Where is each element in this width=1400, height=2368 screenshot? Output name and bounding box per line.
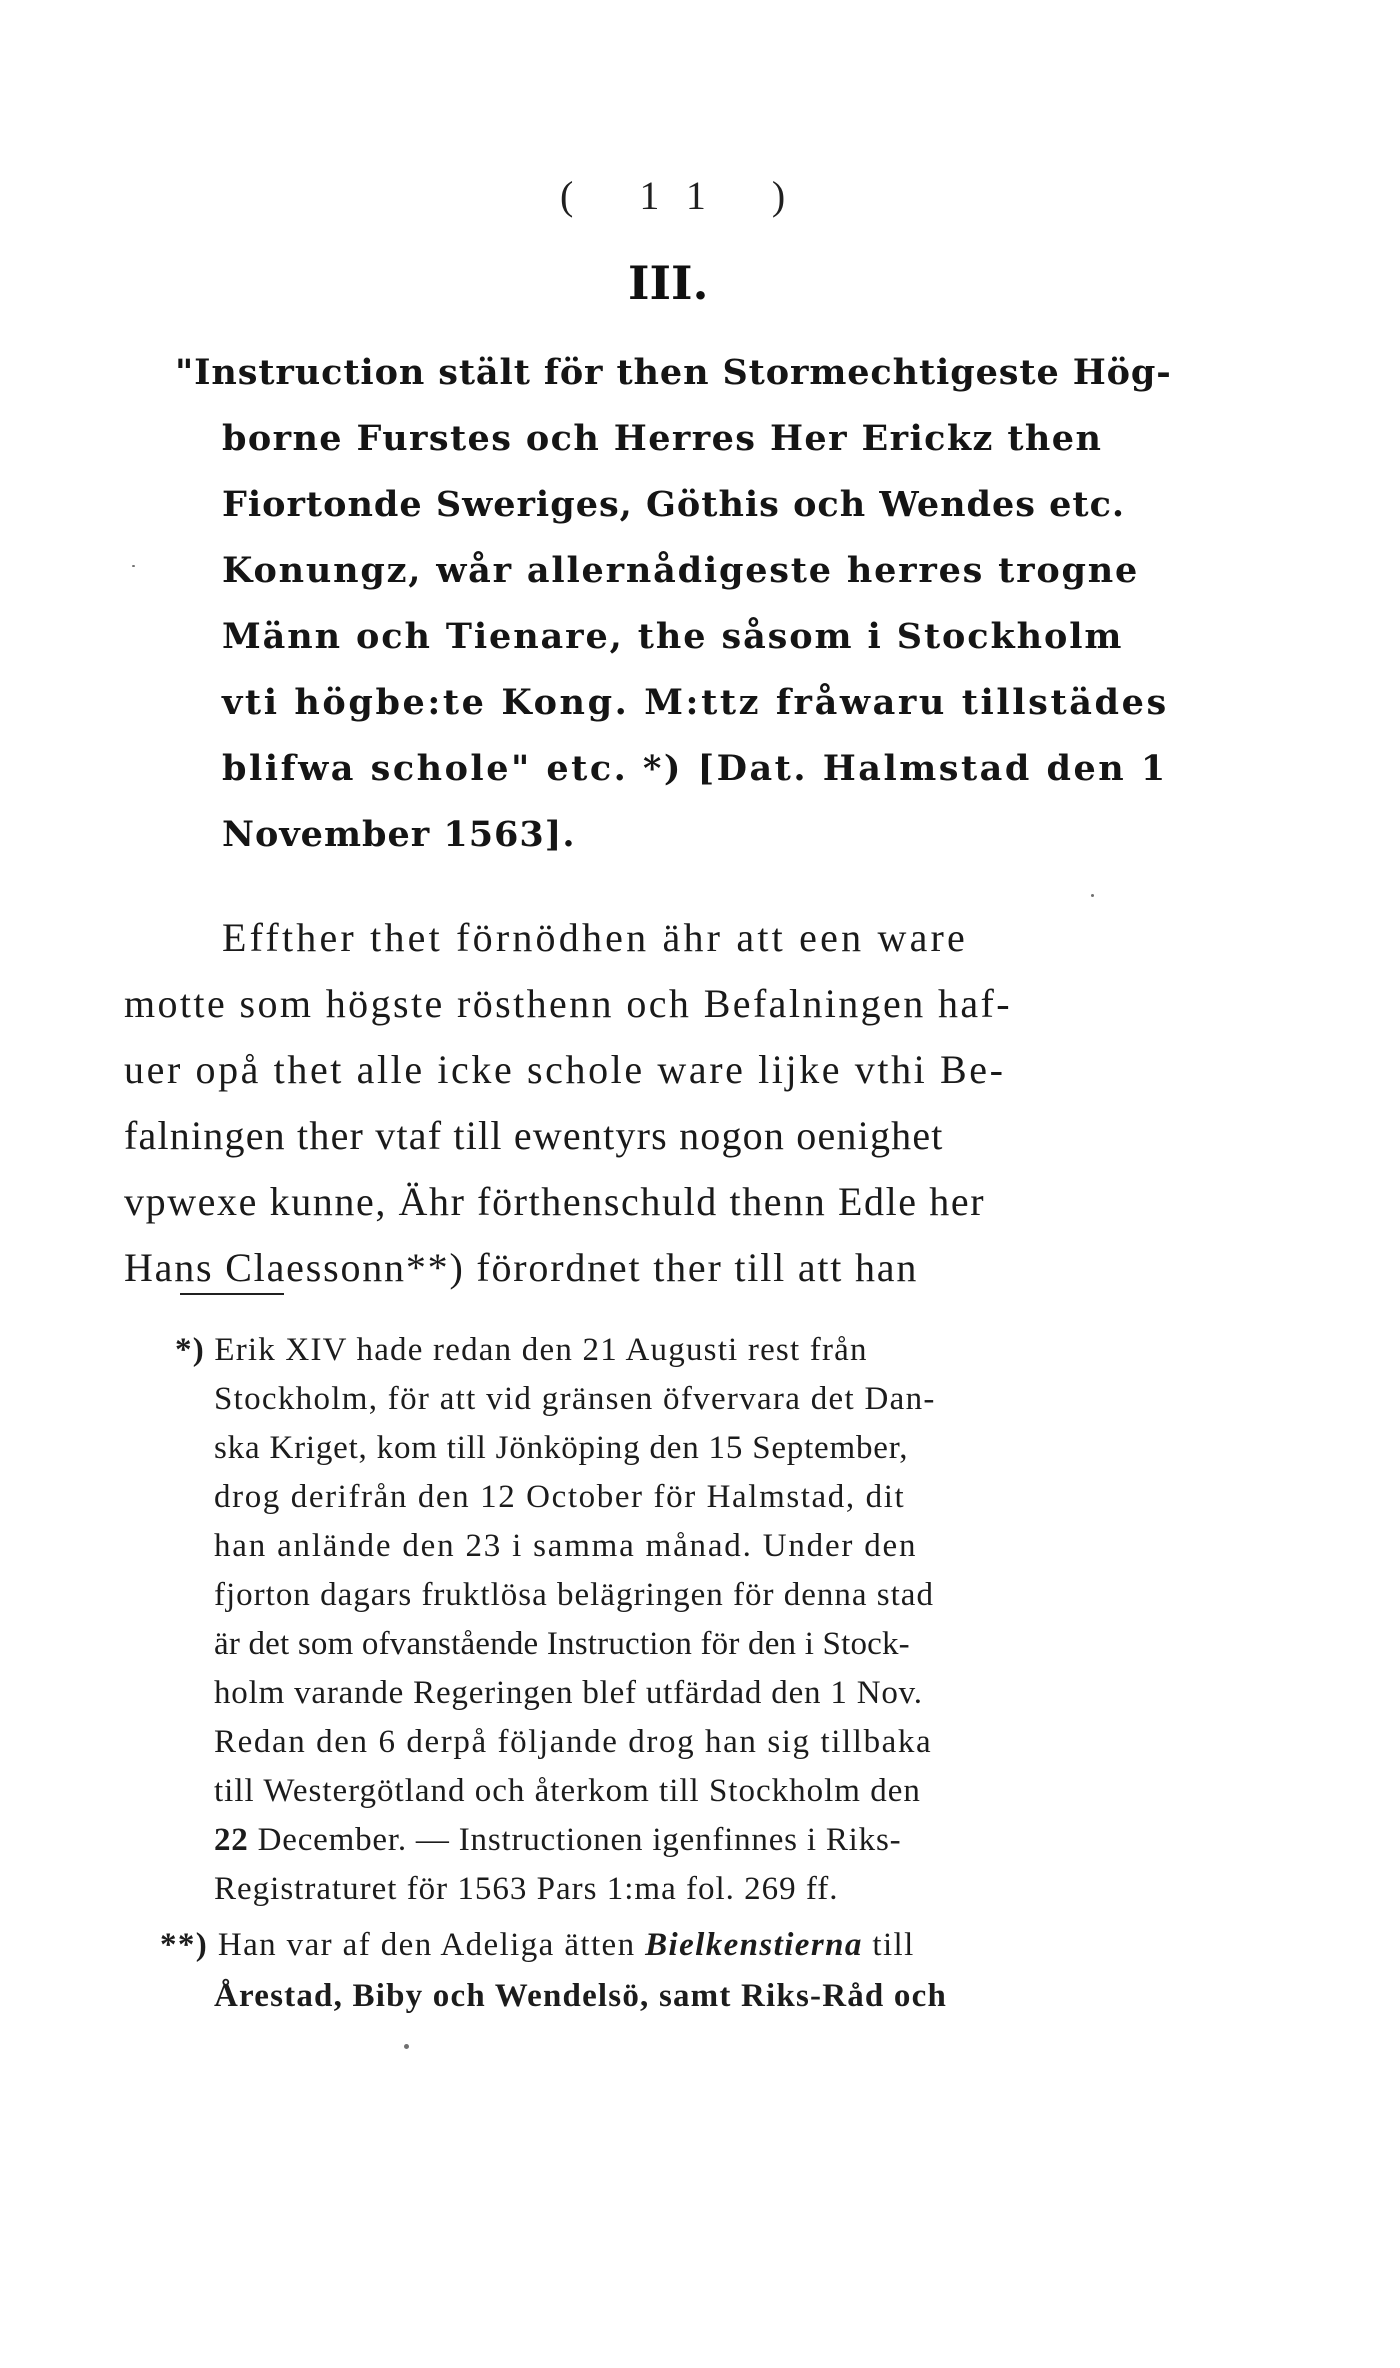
scan-speck <box>404 2044 409 2049</box>
footnote-marker: **) <box>160 1927 218 1963</box>
footnote-line: Redan den 6 derpå följande drog han sig tillbaka <box>214 1724 933 1760</box>
instruction-line: borne Furstes och Herres Her Erickz then <box>222 418 1103 459</box>
scan-speck <box>132 565 135 567</box>
footnote-line: drog derifrån den 12 October för Halmstad, dit <box>214 1479 906 1515</box>
footnote-separator <box>180 1293 284 1295</box>
footnote-line: han anlände den 23 i samma månad. Under den <box>214 1528 918 1564</box>
instruction-line: Männ och Tienare, the såsom i Stockholm <box>222 616 1124 657</box>
footnote-text: till <box>862 1927 915 1963</box>
footnote-line <box>214 1822 901 1859</box>
footnote-line: Årestad, Biby och Wendelsö, samt Riks-Råd och <box>214 1978 948 2014</box>
scan-speck <box>1091 894 1094 897</box>
body-line: falningen ther vtaf till ewentyrs nogon oenighet <box>124 1113 944 1158</box>
instruction-line: Fiortonde Sweriges, Göthis och Wendes etc. <box>222 484 1126 525</box>
instruction-line: November 1563]. <box>222 814 576 855</box>
footnote-marker: *) <box>175 1332 215 1368</box>
body-line: Effther thet förnödhen ähr att een ware <box>222 915 968 960</box>
footnote-date-number: 22 <box>214 1822 249 1858</box>
instruction-line: blifwa schole" etc. *) [Dat. Halmstad den 1 <box>222 748 1168 789</box>
page-number: ( 11 ) <box>560 173 814 218</box>
footnote-text: Han var af den Adeliga ätten <box>217 1927 646 1963</box>
section-heading: III. <box>628 256 709 310</box>
footnote-line: Stockholm, för att vid gränsen öfvervara det Dan- <box>214 1381 936 1417</box>
footnote-line: är det som ofvanstående Instruction för den i Stock- <box>214 1626 910 1662</box>
body-line: vpwexe kunne, Ähr förthenschuld thenn Edle her <box>124 1179 986 1224</box>
instruction-line: Konungz, wår allernådigeste herres trogne <box>222 550 1140 591</box>
footnote-line: till Westergötland och återkom till Stockholm den <box>214 1773 921 1809</box>
family-name: Bielkenstierna <box>645 1927 863 1963</box>
footnote-text: Erik XIV hade redan den 21 Augusti rest från <box>214 1332 868 1368</box>
footnote-line <box>160 1927 915 1964</box>
footnote-line: fjorton dagars fruktlösa belägringen för denna stad <box>214 1577 934 1613</box>
body-line: uer opå thet alle icke schole ware lijke vthi Be- <box>124 1047 1006 1092</box>
footnote-line: holm varande Regeringen blef utfärdad den 1 Nov. <box>214 1675 923 1711</box>
footnote-line: ska Kriget, kom till Jönköping den 15 September, <box>214 1430 909 1466</box>
body-line: motte som högste rösthenn och Befalningen haf- <box>124 981 1012 1026</box>
footnote-line: Registraturet för 1563 Pars 1:ma fol. 269 ff. <box>214 1871 839 1907</box>
footnote-line <box>175 1332 868 1369</box>
instruction-line: "Instruction stält för then Stormechtigeste Hög- <box>175 352 1172 393</box>
footnote-text: December. — Instructionen igenfinnes i Riks- <box>248 1822 902 1858</box>
instruction-line: vti högbe:te Kong. M:ttz fråwaru tillstädes <box>222 682 1169 723</box>
body-line: Hans Claessonn**) förordnet ther till att han <box>124 1245 919 1290</box>
